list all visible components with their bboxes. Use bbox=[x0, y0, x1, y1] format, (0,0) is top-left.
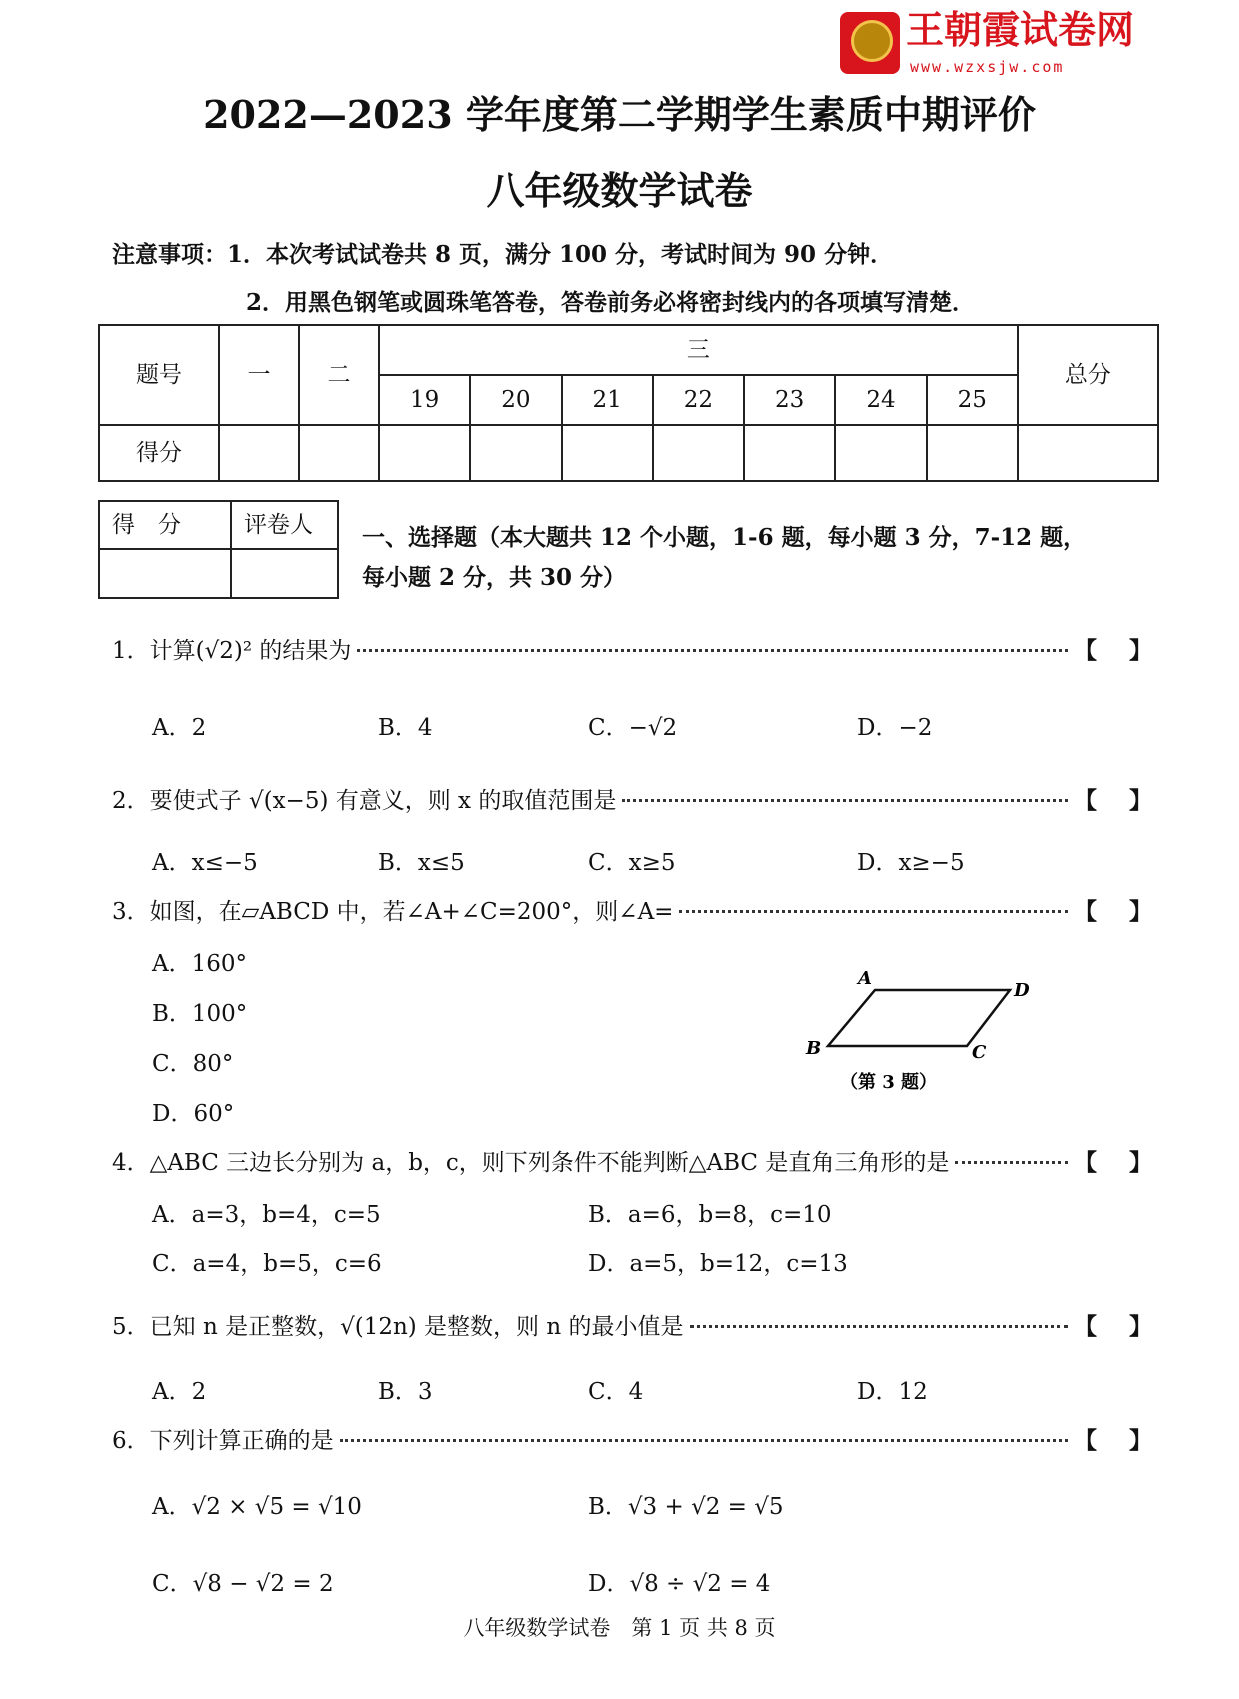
dotted-leader bbox=[955, 1161, 1068, 1164]
dotted-leader bbox=[690, 1325, 1069, 1328]
bracket-open: 【 bbox=[1074, 1427, 1097, 1454]
answer-option[interactable]: B．a=6，b=8，c=10 bbox=[588, 1202, 832, 1228]
note-1: 注意事项：1．本次考试试卷共 8 页，满分 100 分，考试时间为 90 分钟． bbox=[112, 241, 894, 268]
score-cell[interactable] bbox=[562, 425, 653, 481]
bracket-open: 【 bbox=[1074, 1149, 1097, 1176]
grader-score-cell[interactable] bbox=[99, 549, 231, 598]
col-24: 24 bbox=[835, 375, 926, 425]
score-cell[interactable] bbox=[1018, 425, 1158, 481]
score-cell[interactable] bbox=[379, 425, 470, 481]
answer-option[interactable]: A．a=3，b=4，c=5 bbox=[152, 1202, 381, 1228]
answer-option[interactable]: A．2 bbox=[152, 715, 207, 741]
answer-bracket[interactable] bbox=[1074, 636, 1152, 666]
question-text: 5．已知 n 是正整数，√(12n) 是整数，则 n 的最小值是 bbox=[112, 1314, 684, 1340]
page-footer: 八年级数学试卷 第 1 页 共 8 页 bbox=[463, 1616, 776, 1640]
question-stem bbox=[112, 786, 1152, 816]
header-part-1: 一 bbox=[219, 325, 299, 425]
logo-url: www.wzxsjw.com bbox=[910, 58, 1065, 76]
row-score-label: 得分 bbox=[99, 425, 219, 481]
col-25: 25 bbox=[927, 375, 1018, 425]
vertex-c-label: C bbox=[972, 1042, 987, 1063]
bracket-close: 】 bbox=[1129, 898, 1152, 925]
bracket-open: 【 bbox=[1074, 637, 1097, 664]
answer-option[interactable]: C．−√2 bbox=[588, 715, 678, 741]
question-stem bbox=[112, 1312, 1152, 1342]
answer-bracket[interactable] bbox=[1074, 1312, 1152, 1342]
bracket-close: 】 bbox=[1129, 637, 1152, 664]
answer-option[interactable]: B．x≤5 bbox=[378, 850, 465, 876]
dotted-leader bbox=[340, 1439, 1068, 1442]
answer-option[interactable]: B．3 bbox=[378, 1379, 433, 1405]
question-stem bbox=[112, 1148, 1152, 1178]
vertex-d-label: D bbox=[1014, 980, 1030, 1001]
answer-option[interactable]: C．a=4，b=5，c=6 bbox=[152, 1251, 382, 1277]
figure-caption: （第 3 题） bbox=[840, 1072, 938, 1093]
col-19: 19 bbox=[379, 375, 470, 425]
question-text: 4．△ABC 三边长分别为 a，b，c，则下列条件不能判断△ABC 是直角三角形的是 bbox=[112, 1150, 950, 1176]
bracket-close: 】 bbox=[1129, 787, 1152, 814]
answer-option[interactable]: C．x≥5 bbox=[588, 850, 676, 876]
answer-option[interactable]: B．100° bbox=[152, 1001, 248, 1027]
answer-bracket[interactable] bbox=[1074, 897, 1152, 927]
grader-label: 评卷人 bbox=[231, 501, 338, 549]
answer-option[interactable]: A．x≤−5 bbox=[152, 850, 258, 876]
answer-option[interactable]: A．160° bbox=[152, 951, 248, 977]
score-cell[interactable] bbox=[299, 425, 379, 481]
question-stem bbox=[112, 636, 1152, 666]
col-23: 23 bbox=[744, 375, 835, 425]
score-cell[interactable] bbox=[744, 425, 835, 481]
bracket-open: 【 bbox=[1074, 898, 1097, 925]
grader-name-cell[interactable] bbox=[231, 549, 338, 598]
answer-option[interactable]: D．60° bbox=[152, 1101, 235, 1127]
answer-option[interactable]: D．√8 ÷ √2 = 4 bbox=[588, 1571, 771, 1597]
question-text: 6．下列计算正确的是 bbox=[112, 1428, 334, 1454]
logo-name: 王朝霞试卷网 bbox=[906, 8, 1135, 52]
score-cell[interactable] bbox=[835, 425, 926, 481]
exam-title: 2022—2023 学年度第二学期学生素质中期评价 bbox=[203, 92, 1036, 137]
score-cell[interactable] bbox=[653, 425, 744, 481]
question-text: 2．要使式子 √(x−5) 有意义，则 x 的取值范围是 bbox=[112, 788, 617, 814]
note-2: 2．用黑色钢笔或圆珠笔答卷，答卷前务必将密封线内的各项填写清楚． bbox=[246, 289, 976, 316]
answer-bracket[interactable] bbox=[1074, 1148, 1152, 1178]
answer-option[interactable]: D．−2 bbox=[857, 715, 933, 741]
answer-option[interactable]: A．2 bbox=[152, 1379, 207, 1405]
score-table bbox=[98, 324, 1159, 482]
header-total: 总分 bbox=[1018, 325, 1158, 425]
grader-table bbox=[98, 500, 339, 599]
answer-bracket[interactable] bbox=[1074, 786, 1152, 816]
col-20: 20 bbox=[470, 375, 561, 425]
score-cell[interactable] bbox=[470, 425, 561, 481]
section-heading-line1: 一、选择题（本大题共 12 个小题，1-6 题，每小题 3 分，7-12 题， bbox=[362, 524, 1087, 551]
logo-badge-icon bbox=[840, 12, 900, 74]
answer-option[interactable]: A．√2 × √5 = √10 bbox=[152, 1494, 362, 1520]
section-heading-line2: 每小题 2 分，共 30 分） bbox=[362, 564, 627, 591]
answer-option[interactable]: D．a=5，b=12，c=13 bbox=[588, 1251, 848, 1277]
header-part-3: 三 bbox=[379, 325, 1018, 375]
bracket-open: 【 bbox=[1074, 1313, 1097, 1340]
answer-option[interactable]: C．4 bbox=[588, 1379, 644, 1405]
exam-subtitle: 八年级数学试卷 bbox=[486, 168, 753, 213]
bracket-open: 【 bbox=[1074, 787, 1097, 814]
dotted-leader bbox=[622, 799, 1068, 802]
question-text: 1．计算(√2)² 的结果为 bbox=[112, 638, 352, 664]
dotted-leader bbox=[357, 649, 1068, 652]
dotted-leader bbox=[679, 910, 1068, 913]
col-21: 21 bbox=[562, 375, 653, 425]
vertex-a-label: A bbox=[858, 968, 872, 989]
question-stem bbox=[112, 897, 1152, 927]
answer-option[interactable]: D．x≥−5 bbox=[857, 850, 965, 876]
question-stem bbox=[112, 1426, 1152, 1456]
grader-score-label: 得 分 bbox=[99, 501, 231, 549]
header-part-2: 二 bbox=[299, 325, 379, 425]
answer-option[interactable]: B．4 bbox=[378, 715, 433, 741]
parallelogram-figure bbox=[800, 968, 1060, 1096]
score-cell[interactable] bbox=[927, 425, 1018, 481]
bracket-close: 】 bbox=[1129, 1313, 1152, 1340]
bracket-close: 】 bbox=[1129, 1149, 1152, 1176]
answer-option[interactable]: B．√3 + √2 = √5 bbox=[588, 1494, 784, 1520]
site-logo bbox=[840, 8, 1170, 80]
parallelogram-shape bbox=[828, 990, 1010, 1046]
question-text: 3．如图，在▱ABCD 中，若∠A+∠C=200°，则∠A= bbox=[112, 899, 674, 925]
header-question-number: 题号 bbox=[99, 325, 219, 425]
answer-bracket[interactable] bbox=[1074, 1426, 1152, 1456]
answer-option[interactable]: C．80° bbox=[152, 1051, 234, 1077]
col-22: 22 bbox=[653, 375, 744, 425]
vertex-b-label: B bbox=[806, 1038, 822, 1059]
bracket-close: 】 bbox=[1129, 1427, 1152, 1454]
score-cell[interactable] bbox=[219, 425, 299, 481]
answer-option[interactable]: D．12 bbox=[857, 1379, 928, 1405]
answer-option[interactable]: C．√8 − √2 = 2 bbox=[152, 1571, 334, 1597]
